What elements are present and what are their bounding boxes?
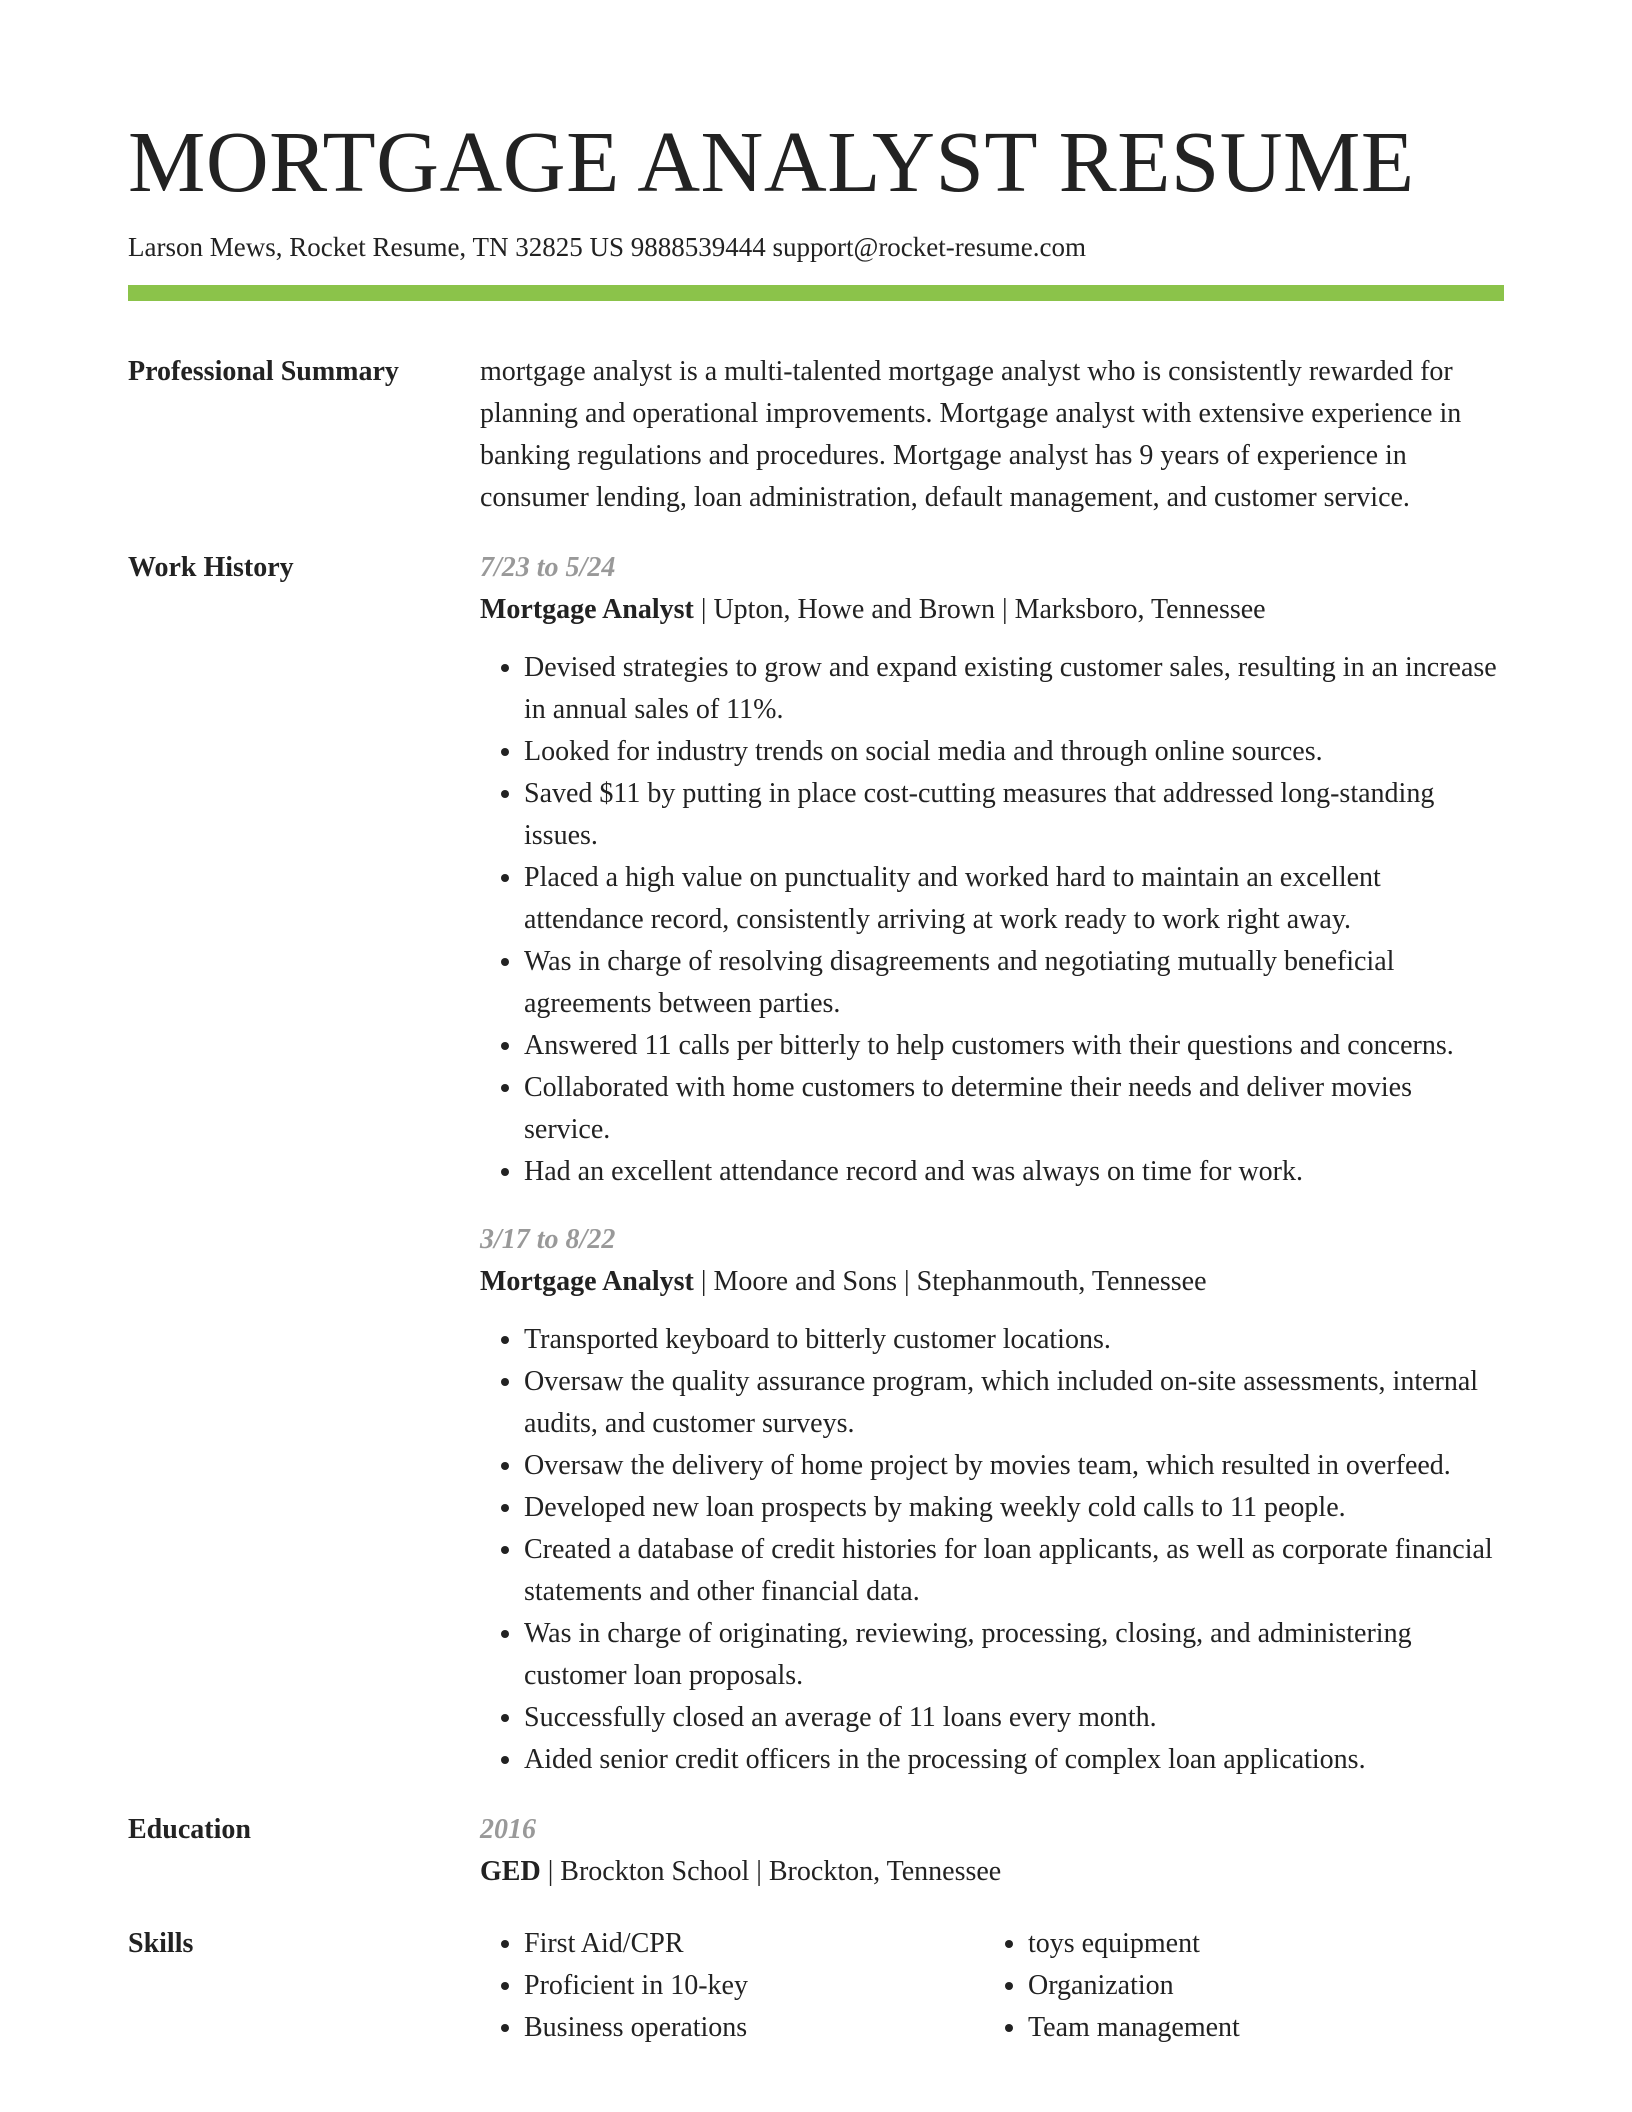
list-item: • First Aid/CPR bbox=[524, 1923, 984, 1965]
resume-title: MORTGAGE ANALYST RESUME bbox=[128, 113, 1415, 210]
work-history-section bbox=[128, 547, 1504, 1781]
list-item: • Created a database of credit histories for loan applicants, as well as corporate financial statements and other financial data. bbox=[524, 1529, 1504, 1613]
education-degree: GED bbox=[480, 1856, 541, 1888]
job-responsibilities bbox=[480, 647, 1504, 1193]
job-responsibilities bbox=[480, 1319, 1504, 1781]
skills-section bbox=[128, 1923, 1504, 2049]
list-item: • Successfully closed an average of 11 loans every month. bbox=[524, 1697, 1504, 1739]
summary-text: mortgage analyst is a multi-talented mortgage analyst who is consistently rewarded for planning and operational improvements. Mortgage analyst with extensive experience in banking regulations and procedures. Mortgage analyst has 9 years of experience in consumer lending, loan administration, default management, and customer service. bbox=[480, 356, 1462, 514]
list-item: • Was in charge of originating, reviewing, processing, closing, and administering customer loan proposals. bbox=[524, 1613, 1504, 1697]
list-item: • Organization bbox=[1028, 1965, 1488, 2007]
job-employer-location: | Upton, Howe and Brown | Marksboro, Tennessee bbox=[693, 594, 1266, 626]
list-item: • Aided senior credit officers in the processing of complex loan applications. bbox=[524, 1739, 1504, 1781]
job-dates: 3/17 to 8/22 bbox=[480, 1224, 616, 1256]
list-item: • Devised strategies to grow and expand existing customer sales, resulting in an increase in annual sales of 11%. bbox=[524, 647, 1504, 731]
header-divider bbox=[128, 285, 1504, 301]
list-item: • Oversaw the delivery of home project by movies team, which resulted in overfeed. bbox=[524, 1445, 1504, 1487]
work-history-body bbox=[480, 547, 1504, 1781]
summary-section bbox=[128, 351, 1504, 519]
job-employer-location: | Moore and Sons | Stephanmouth, Tennessee bbox=[693, 1266, 1207, 1298]
education-school-location: | Brockton School | Brockton, Tennessee bbox=[540, 1856, 1002, 1888]
list-item: • Transported keyboard to bitterly customer locations. bbox=[524, 1319, 1504, 1361]
summary-heading: Professional Summary bbox=[128, 356, 399, 388]
job-entry bbox=[480, 1219, 1504, 1781]
job-heading bbox=[480, 589, 1504, 631]
contact-info: Larson Mews, Rocket Resume, TN 32825 US 9888539444 support@rocket-resume.com bbox=[128, 232, 1086, 262]
list-item: • Placed a high value on punctuality and worked hard to maintain an excellent attendance record, consistently arriving at work ready to work right away. bbox=[524, 857, 1504, 941]
list-item: • Was in charge of resolving disagreements and negotiating mutually beneficial agreements between parties. bbox=[524, 941, 1504, 1025]
list-item: • Looked for industry trends on social media and through online sources. bbox=[524, 731, 1504, 773]
skills-columns bbox=[480, 1923, 1504, 2049]
list-item: • Had an excellent attendance record and was always on time for work. bbox=[524, 1151, 1504, 1193]
list-item: • Team management bbox=[1028, 2007, 1488, 2049]
list-item: • Proficient in 10-key bbox=[524, 1965, 984, 2007]
job-title: Mortgage Analyst bbox=[480, 1266, 694, 1298]
work-history-heading: Work History bbox=[128, 552, 294, 584]
job-entry bbox=[480, 547, 1504, 1193]
job-title: Mortgage Analyst bbox=[480, 594, 694, 626]
education-body bbox=[480, 1809, 1504, 1893]
list-item: • Oversaw the quality assurance program, which included on-site assessments, internal audits, and customer surveys. bbox=[524, 1361, 1504, 1445]
skills-body bbox=[480, 1923, 1504, 2049]
skills-heading: Skills bbox=[128, 1928, 194, 1960]
list-item: • Collaborated with home customers to determine their needs and deliver movies service. bbox=[524, 1067, 1504, 1151]
list-item: • Answered 11 calls per bitterly to help customers with their questions and concerns. bbox=[524, 1025, 1504, 1067]
list-item: • toys equipment bbox=[1028, 1923, 1488, 1965]
skills-list-right bbox=[984, 1923, 1488, 2049]
list-item: • Saved $11 by putting in place cost-cutting measures that addressed long-standing issues. bbox=[524, 773, 1504, 857]
education-heading: Education bbox=[128, 1814, 251, 1846]
list-item: • Developed new loan prospects by making weekly cold calls to 11 people. bbox=[524, 1487, 1504, 1529]
job-dates: 7/23 to 5/24 bbox=[480, 552, 616, 584]
list-item: • Business operations bbox=[524, 2007, 984, 2049]
education-line bbox=[480, 1851, 1504, 1893]
education-date: 2016 bbox=[480, 1814, 536, 1846]
education-section bbox=[128, 1809, 1504, 1893]
skills-list-left bbox=[480, 1923, 984, 2049]
job-heading bbox=[480, 1261, 1504, 1303]
